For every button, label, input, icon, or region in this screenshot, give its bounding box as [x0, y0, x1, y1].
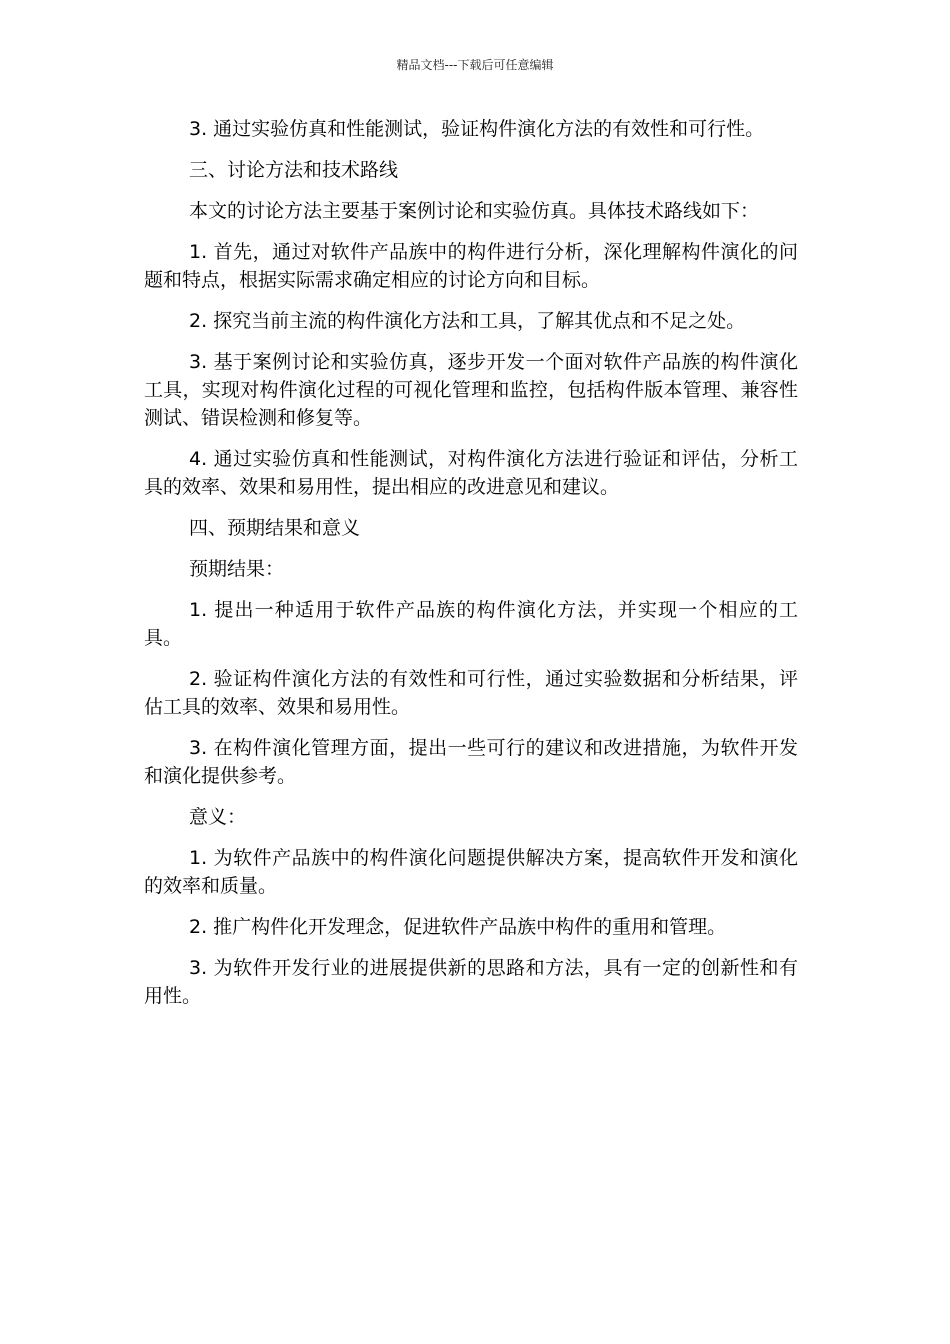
list-item: 2. 验证构件演化方法的有效性和可行性，通过实验数据和分析结果，评估工具的效率、效果和易用性。 — [144, 668, 798, 718]
list-item: 4. 通过实验仿真和性能测试，对构件演化方法进行验证和评估，分析工具的效率、效果和易用性，提出相应的改进意见和建议。 — [144, 448, 798, 498]
paragraph: 3. 通过实验仿真和性能测试，验证构件演化方法的有效性和可行性。 — [189, 118, 765, 140]
list-item: 2. 推广构件化开发理念，促进软件产品族中构件的重用和管理。 — [189, 916, 727, 938]
list-item: 1. 提出一种适用于软件产品族的构件演化方法，并实现一个相应的工具。 — [144, 599, 798, 649]
list-item: 3. 基于案例讨论和实验仿真，逐步开发一个面对软件产品族的构件演化工具，实现对构件演化过程的可视化管理和监控，包括构件版本管理、兼容性测试、错误检测和修复等。 — [144, 351, 798, 429]
list-item: 2. 探究当前主流的构件演化方法和工具，了解其优点和不足之处。 — [189, 310, 746, 332]
document-body — [144, 115, 798, 1023]
list-item: 1. 首先，通过对软件产品族中的构件进行分析，深化理解构件演化的问题和特点，根据实际需求确定相应的讨论方向和目标。 — [144, 241, 798, 291]
paragraph: 本文的讨论方法主要基于案例讨论和实验仿真。具体技术路线如下： — [189, 200, 760, 222]
list-item: 1. 为软件产品族中的构件演化问题提供解决方案，提高软件开发和演化的效率和质量。 — [144, 847, 798, 897]
page-header: 精品文档---下载后可任意编辑 — [396, 58, 554, 72]
list-item: 3. 为软件开发行业的进展提供新的思路和方法，具有一定的创新性和有用性。 — [144, 957, 798, 1007]
subheading: 意义： — [189, 806, 247, 828]
subheading: 预期结果： — [189, 558, 285, 580]
section-heading: 三、讨论方法和技术路线 — [189, 159, 399, 181]
section-heading: 四、预期结果和意义 — [189, 517, 361, 539]
list-item: 3. 在构件演化管理方面，提出一些可行的建议和改进措施，为软件开发和演化提供参考。 — [144, 737, 798, 787]
